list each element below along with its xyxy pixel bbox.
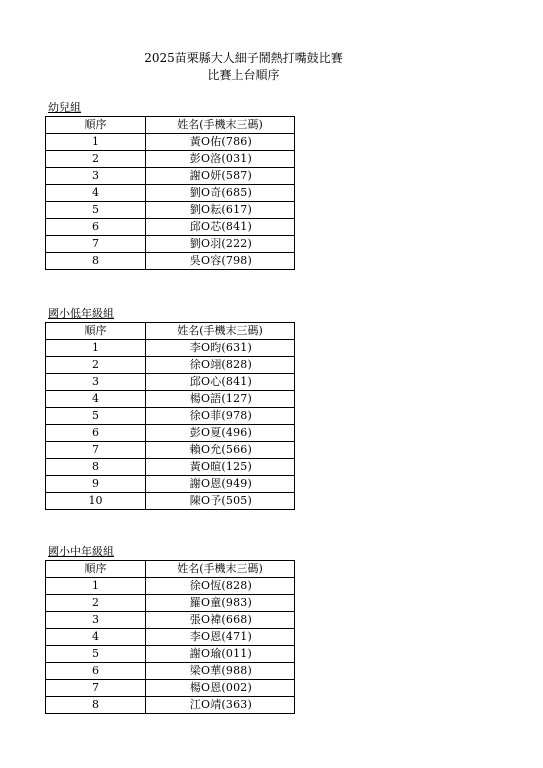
name-cell: 楊O恩(002) [146,680,295,697]
name-cell: 邱O心(841) [146,374,295,391]
name-cell: 吳O容(798) [146,253,295,270]
name-cell: 謝O恩(949) [146,476,295,493]
table-row [46,425,295,442]
column-header-order: 順序 [46,323,146,340]
group-label-lower-elementary: 國小低年級組 [48,307,114,320]
name-cell: 徐O翊(828) [146,357,295,374]
column-header-name: 姓名(手機末三碼) [146,561,295,578]
table-row [46,612,295,629]
table-row [46,391,295,408]
roster-table-lower-elementary [45,322,295,510]
order-cell: 2 [46,151,146,168]
column-header-order: 順序 [46,561,146,578]
table-row [46,357,295,374]
table-row [46,476,295,493]
table-row [46,442,295,459]
table-row [46,578,295,595]
order-cell: 5 [46,646,146,663]
name-cell: 謝O妍(587) [146,168,295,185]
order-cell: 7 [46,236,146,253]
order-cell: 4 [46,629,146,646]
table-row [46,340,295,357]
group-label-middle-elementary: 國小中年級組 [48,545,114,558]
table-body [46,578,295,714]
table-row [46,663,295,680]
order-cell: 5 [46,202,146,219]
table-header-row [46,117,295,134]
order-cell: 1 [46,578,146,595]
name-cell: 謝O瑜(011) [146,646,295,663]
table-row [46,253,295,270]
table-row [46,185,295,202]
order-cell: 1 [46,340,146,357]
order-cell: 7 [46,442,146,459]
name-cell: 劉O奇(685) [146,185,295,202]
order-cell: 4 [46,391,146,408]
name-cell: 彭O夏(496) [146,425,295,442]
name-cell: 江O靖(363) [146,697,295,714]
order-cell: 5 [46,408,146,425]
table-row [46,202,295,219]
name-cell: 彭O洛(031) [146,151,295,168]
table-row [46,629,295,646]
name-cell: 李O昀(631) [146,340,295,357]
name-cell: 劉O耘(617) [146,202,295,219]
name-cell: 徐O菲(978) [146,408,295,425]
roster-table-kindergarten [45,116,295,270]
order-cell: 6 [46,425,146,442]
name-cell: 陳O予(505) [146,493,295,510]
table-row [46,134,295,151]
page-title: 2025苗栗縣大人細子鬧熱打嘴鼓比賽 [144,51,343,65]
name-cell: 楊O語(127) [146,391,295,408]
order-cell: 3 [46,168,146,185]
table-header-row [46,561,295,578]
table-row [46,168,295,185]
order-cell: 1 [46,134,146,151]
table-row [46,236,295,253]
name-cell: 徐O恆(828) [146,578,295,595]
order-cell: 3 [46,612,146,629]
order-cell: 7 [46,680,146,697]
order-cell: 9 [46,476,146,493]
order-cell: 4 [46,185,146,202]
order-cell: 6 [46,663,146,680]
name-cell: 羅O童(983) [146,595,295,612]
order-cell: 3 [46,374,146,391]
roster-table-middle-elementary [45,560,295,714]
table-row [46,151,295,168]
order-cell: 8 [46,697,146,714]
column-header-name: 姓名(手機末三碼) [146,323,295,340]
table-row [46,459,295,476]
order-cell: 6 [46,219,146,236]
name-cell: 李O恩(471) [146,629,295,646]
name-cell: 梁O華(988) [146,663,295,680]
table-row [46,219,295,236]
name-cell: 黃O佑(786) [146,134,295,151]
order-cell: 2 [46,357,146,374]
table-row [46,595,295,612]
table-row [46,408,295,425]
table-row [46,646,295,663]
column-header-order: 順序 [46,117,146,134]
column-header-name: 姓名(手機末三碼) [146,117,295,134]
group-label-kindergarten: 幼兒組 [48,101,81,114]
order-cell: 8 [46,253,146,270]
order-cell: 2 [46,595,146,612]
table-body [46,134,295,270]
table-row [46,680,295,697]
table-row [46,493,295,510]
order-cell: 8 [46,459,146,476]
name-cell: 劉O羽(222) [146,236,295,253]
table-row [46,697,295,714]
table-header-row [46,323,295,340]
name-cell: 黃O暄(125) [146,459,295,476]
table-body [46,340,295,510]
name-cell: 邱O芯(841) [146,219,295,236]
order-cell: 10 [46,493,146,510]
page-subtitle: 比賽上台順序 [207,68,280,82]
table-row [46,374,295,391]
name-cell: 張O褘(668) [146,612,295,629]
name-cell: 賴O允(566) [146,442,295,459]
